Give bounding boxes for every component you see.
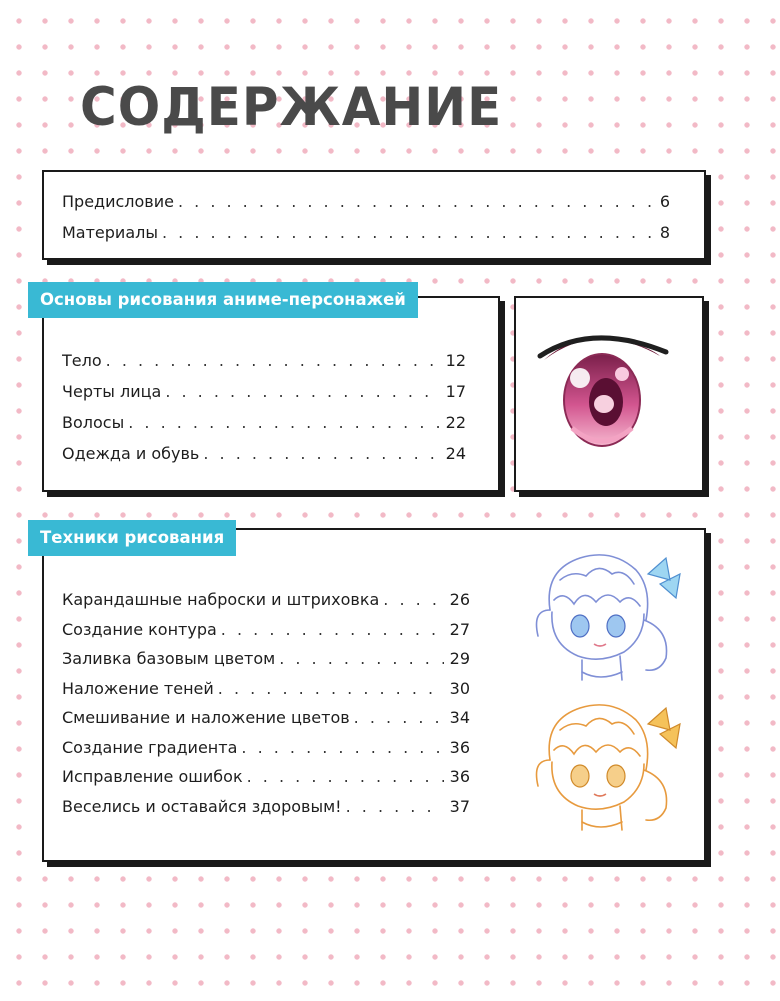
toc-entry-label: Волосы bbox=[62, 413, 125, 432]
toc-entry[interactable] bbox=[62, 407, 466, 438]
toc-entry-label: Карандашные наброски и штриховка bbox=[62, 590, 380, 609]
girl-sketch-blue bbox=[520, 540, 690, 690]
toc-entry[interactable] bbox=[62, 438, 466, 469]
toc-entry[interactable] bbox=[62, 733, 470, 763]
dot-leader bbox=[162, 217, 654, 248]
toc-entry-page: 36 bbox=[449, 767, 470, 786]
anime-eye-illustration bbox=[536, 322, 678, 464]
toc-entry-label: Смешивание и наложение цветов bbox=[62, 708, 350, 727]
toc-entry-label: Предисловие bbox=[62, 192, 174, 211]
toc-entry-label: Создание контура bbox=[62, 619, 217, 639]
toc-entry-page: 8 bbox=[659, 223, 670, 242]
dot-leader bbox=[383, 585, 443, 615]
page-title: СОДЕРЖАНИЕ bbox=[80, 76, 503, 138]
toc-entry-label: Веселись и оставайся здоровым! bbox=[62, 796, 342, 816]
toc-entry[interactable] bbox=[62, 762, 470, 792]
dot-leader bbox=[354, 703, 444, 733]
dot-leader bbox=[241, 733, 443, 763]
toc-entry-page: 37 bbox=[449, 796, 470, 816]
dot-leader bbox=[203, 438, 439, 469]
toc-entry-label: Черты лица bbox=[62, 382, 162, 401]
toc-entry[interactable] bbox=[62, 376, 466, 407]
toc-entry[interactable] bbox=[62, 792, 470, 822]
toc-entry-page: 24 bbox=[445, 444, 466, 463]
toc-entry-page: 17 bbox=[445, 382, 466, 401]
toc-entry[interactable] bbox=[62, 345, 466, 376]
toc-entry-page: 6 bbox=[659, 192, 670, 211]
toc-entry-label: Заливка базовым цветом bbox=[62, 649, 276, 668]
toc-entry-label: Тело bbox=[62, 351, 102, 370]
section-heading-basics: Основы рисования аниме-персонажей bbox=[28, 282, 418, 318]
dot-leader bbox=[279, 644, 443, 674]
toc-entry-label: Создание градиента bbox=[62, 737, 238, 757]
dot-leader bbox=[247, 762, 444, 792]
toc-entry-page: 34 bbox=[449, 708, 470, 727]
toc-entry-page: 29 bbox=[449, 649, 470, 668]
toc-entry-label: Материалы bbox=[62, 223, 158, 242]
toc-entry[interactable] bbox=[62, 217, 670, 248]
dot-leader bbox=[128, 407, 439, 438]
toc-entry[interactable] bbox=[62, 615, 470, 645]
dot-leader bbox=[165, 376, 439, 407]
dot-leader bbox=[346, 792, 444, 822]
toc-entry-page: 26 bbox=[449, 590, 470, 609]
toc-entry-label: Исправление ошибок bbox=[62, 767, 243, 786]
toc-entry-label: Одежда и обувь bbox=[62, 444, 200, 463]
toc-entry[interactable] bbox=[62, 674, 470, 704]
dot-leader bbox=[221, 615, 444, 645]
section-heading-techniques: Техники рисования bbox=[28, 520, 236, 556]
basics-toc-list bbox=[62, 345, 466, 469]
toc-entry-page: 36 bbox=[449, 737, 470, 757]
toc-entry-page: 27 bbox=[449, 619, 470, 639]
toc-entry[interactable] bbox=[62, 644, 470, 674]
toc-entry-page: 12 bbox=[445, 351, 466, 370]
toc-entry[interactable] bbox=[62, 186, 670, 217]
dot-leader bbox=[178, 186, 654, 217]
dot-leader bbox=[218, 674, 444, 704]
techniques-toc-list bbox=[62, 585, 470, 821]
intro-toc-list bbox=[62, 186, 670, 248]
dot-leader bbox=[106, 345, 440, 376]
toc-entry-label: Наложение теней bbox=[62, 678, 214, 698]
toc-entry[interactable] bbox=[62, 703, 470, 733]
toc-entry[interactable] bbox=[62, 585, 470, 615]
girl-sketch-orange bbox=[520, 690, 690, 840]
toc-entry-page: 30 bbox=[449, 678, 470, 698]
toc-entry-page: 22 bbox=[445, 413, 466, 432]
